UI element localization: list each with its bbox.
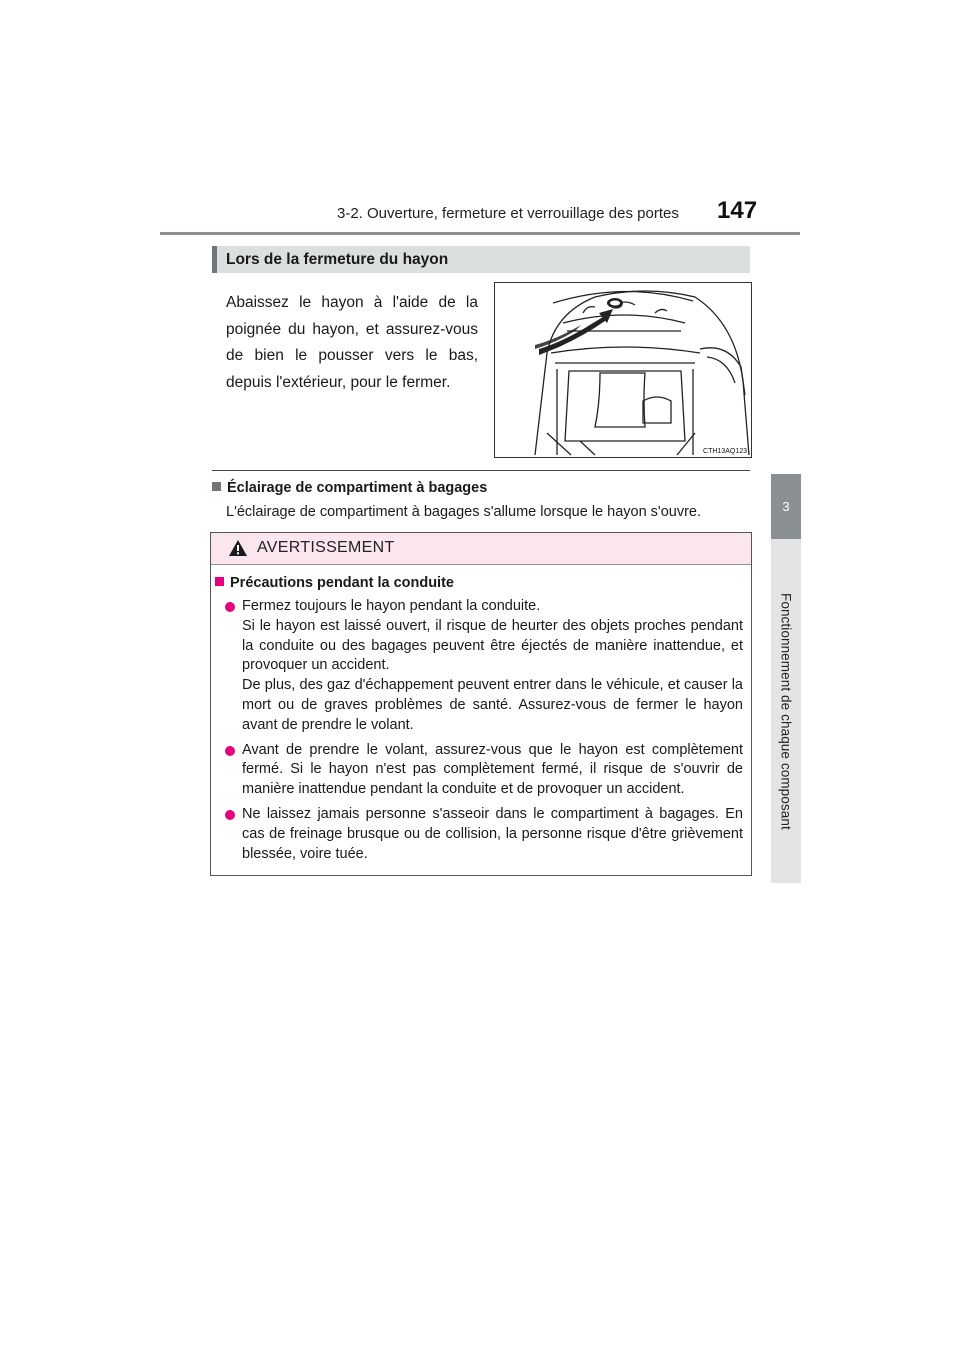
page-header-title: 3-2. Ouverture, fermeture et verrouillage des portes <box>337 205 679 222</box>
luggage-light-heading-text: Éclairage de compartiment à bagages <box>227 480 488 496</box>
warning-heading <box>215 575 454 591</box>
warning-bullet <box>224 741 743 800</box>
square-bullet-icon <box>212 482 221 491</box>
chapter-label: Fonctionnement de chaque composant <box>778 592 794 830</box>
luggage-light-text: L'éclairage de compartiment à bagages s'allume lorsque le hayon s'ouvre. <box>226 504 701 520</box>
intro-text: Abaissez le hayon à l'aide de la poignée du hayon, et assurez-vous de bien le pousser vers le bas, depuis l'extérieur, pour le fermer. <box>226 294 478 391</box>
bullet-dot-icon <box>225 602 235 612</box>
tailgate-drawing <box>495 283 751 457</box>
luggage-light-heading <box>212 480 487 496</box>
page-number: 147 <box>717 197 758 224</box>
warning-header <box>211 533 751 565</box>
section-divider <box>212 470 750 471</box>
warning-box <box>210 532 752 876</box>
warning-bullet-line: Si le hayon est laissé ouvert, il risque de heurter des objets proches pendant la conduite ou des bagages peuvent être éjectés de manière inattendue, et provoquer un accident. <box>242 617 743 674</box>
warning-triangle-icon <box>228 539 248 557</box>
section-title: Lors de la fermeture du hayon <box>226 251 449 268</box>
warning-bullet-line: De plus, des gaz d'échappement peuvent entrer dans le véhicule, et causer la mort ou de graves problèmes de santé. Assurez-vous de fermer le hayon avant de prendre le volant. <box>242 677 743 733</box>
bullet-dot-icon <box>225 810 235 820</box>
warning-bullet <box>224 597 743 736</box>
chapter-number: 3 <box>782 499 790 514</box>
warning-heading-text: Précautions pendant la conduite <box>230 575 454 591</box>
warning-bullet <box>224 805 743 864</box>
header-rule <box>160 232 800 235</box>
figure-code: CTH13AQ123 <box>703 448 747 455</box>
warning-bullet-line: Fermez toujours le hayon pendant la conduite. <box>242 598 541 614</box>
section-header <box>212 246 750 273</box>
chapter-tab <box>771 474 801 539</box>
tailgate-illustration <box>494 282 752 458</box>
warning-bullet-text: Avant de prendre le volant, assurez-vous que le hayon est complètement fermé. Si le hayon n'est pas complètement fermé, il risque de s'ouvrir de manière inattendue pendant la conduite et de provoquer un accident. <box>242 741 743 798</box>
section-header-bar <box>212 246 217 273</box>
warning-bullets <box>224 597 743 869</box>
square-bullet-icon <box>215 577 224 586</box>
warning-title: AVERTISSEMENT <box>257 539 395 556</box>
warning-bullet-text: Ne laissez jamais personne s'asseoir dans le compartiment à bagages. En cas de freinage brusque ou de collision, la personne risque d'être grièvement blessée, voire tuée. <box>242 805 743 862</box>
bullet-dot-icon <box>225 746 235 756</box>
